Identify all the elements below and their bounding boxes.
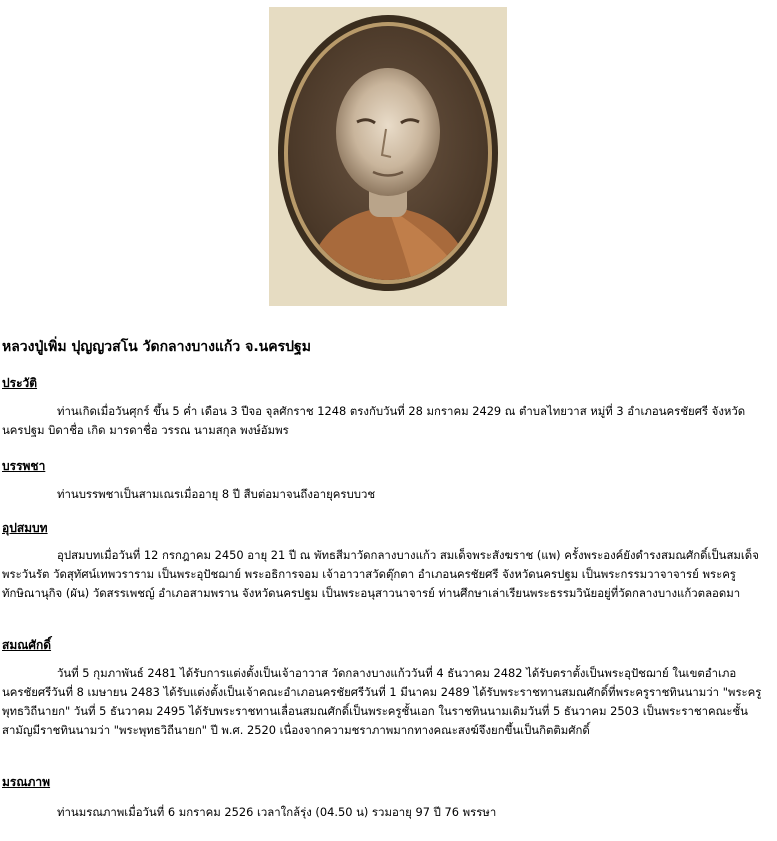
heading-biography: ประวัติ bbox=[2, 376, 38, 390]
text-novice-ordination: ท่านบรรพชาเป็นสามเณรเมื่ออายุ 8 ปี สืบต่อมาจนถึงอายุครบบวช bbox=[57, 487, 376, 501]
portrait-image bbox=[269, 7, 507, 306]
heading-novice-ordination: บรรพชา bbox=[2, 459, 46, 473]
face bbox=[336, 68, 440, 196]
monk-portrait-graphic bbox=[269, 7, 507, 306]
page-title: หลวงปู่เพิ่ม ปุญญวสโน วัดกลางบางแก้ว จ.นครปฐม bbox=[2, 339, 311, 355]
text-biography: ท่านเกิดเมื่อวันศุกร์ ขึ้น 5 ค่ำ เดือน 3 ปีจอ จุลศักราช 1248 ตรงกับวันที่ 28 มกราคม 2429 ณ ตำบลไทยวาส หมู่ที่ 3 อำเภอนครชัยศรี จังหวัดนครปฐม บิดาชื่อ เกิด มารดาชื่อ วรรณ นามสกุล พงษ์อัมพร bbox=[2, 404, 746, 437]
heading-ecclesiastical-titles: สมณศักดิ์ bbox=[2, 638, 52, 652]
text-ecclesiastical-titles: วันที่ 5 กุมภาพันธ์ 2481 ได้รับการแต่งตั้งเป็นเจ้าอาวาส วัดกลางบางแก้ววันที่ 4 ธันวาคม 2482 ได้รับตราตั้งเป็นพระอุปัชฌาย์ ในเขตอำเภอนครชัยศรีวันที่ 8 เมษายน 2483 ได้รับแต่งตั้งเป็นเจ้าคณะอำเภอนครชัยศรีวันที่ 1 มีนาคม 2489 ได้รับพระราชทานสมณศักดิ์ที่พระครูราชทินนามว่า "พระครูพุทธวิถีนายก" วันที่ 5 ธันวาคม 2495 ได้รับพระราชทานเลื่อนสมณศักดิ์เป็นพระครูชั้นเอก ในราชทินนามเดิมวันที่ 5 ธันวาคม 2503 เป็นพระราชาคณะชั้นสามัญมีราชทินนามว่า "พระพุทธวิถีนายก" ปี พ.ศ. 2520 เนื่องจากความชราภาพมากทางคณะสงฆ์จึงยกขึ้นเป็นกิตติมศักดิ์ bbox=[2, 666, 762, 737]
heading-passing: มรณภาพ bbox=[2, 775, 51, 789]
text-passing: ท่านมรณภาพเมื่อวันที่ 6 มกราคม 2526 เวลาใกล้รุ่ง (04.50 น) รวมอายุ 97 ปี 76 พรรษา bbox=[57, 805, 497, 819]
heading-monk-ordination: อุปสมบท bbox=[2, 521, 48, 535]
text-monk-ordination: อุปสมบทเมื่อวันที่ 12 กรกฎาคม 2450 อายุ 21 ปี ณ พัทธสีมาวัดกลางบางแก้ว สมเด็จพระสังฆราช (แพ) ครั้งพระองค์ยังดำรงสมณศักดิ์เป็นสมเด็จพระวันรัต วัดสุทัศน์เทพวราราม เป็นพระอุปัชฌาย์ พระอธิการจอม เจ้าอาวาสวัดตุ๊กตา อำเภอนครชัยศรี จังหวัดนครปฐม เป็นพระกรรมวาจาจารย์ พระครูทักษิณานุกิจ (ผัน) วัดสรรเพชญ์ อำเภอสามพราน จังหวัดนครปฐม เป็นพระอนุสาวนาจารย์ ท่านศึกษาเล่าเรียนพระธรรมวินัยอยู่ที่วัดกลางบางแก้วตลอดมา bbox=[2, 548, 759, 600]
